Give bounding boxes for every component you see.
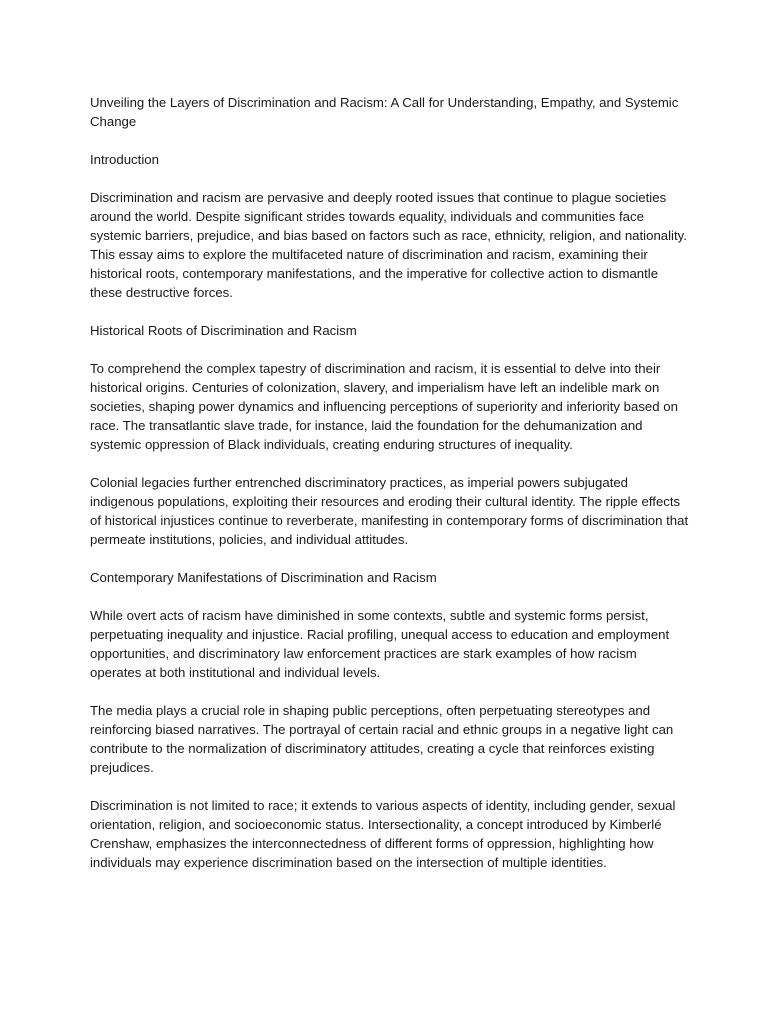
paragraph-historical-1: To comprehend the complex tapestry of discrimination and racism, it is essential to delve into their historical origins. Centuries of colonization, slavery, and imperialism have left an indelible mark on societies, shaping power dynamics and influencing perceptions of superiority and inferiority based on race. The transatlantic slave trade, for instance, laid the foundation for the dehumanization and systemic oppression of Black individuals, creating enduring structures of inequality.: [90, 361, 678, 452]
section-heading-historical-roots: Historical Roots of Discrimination and Racism: [90, 323, 357, 338]
section-heading-introduction: Introduction: [90, 152, 159, 167]
paragraph-historical-2: Colonial legacies further entrenched discriminatory practices, as imperial powers subjugated indigenous populations, exploiting their resources and eroding their cultural identity. The ripple effects of historical injustices continue to reverberate, manifesting in contemporary forms of discrimination that permeate institutions, policies, and individual attitudes.: [90, 475, 689, 547]
section-heading-contemporary: Contemporary Manifestations of Discrimination and Racism: [90, 570, 437, 585]
paragraph-contemporary-1: While overt acts of racism have diminished in some contexts, subtle and systemic forms persist, perpetuating inequality and injustice. Racial profiling, unequal access to education and employment opportunities, and discriminatory law enforcement practices are stark examples of how racism operates at both institutional and individual levels.: [90, 608, 670, 680]
paragraph-contemporary-2: The media plays a crucial role in shaping public perceptions, often perpetuating stereotypes and reinforcing biased narratives. The portrayal of certain racial and ethnic groups in a negative light can contribute to the normalization of discriminatory attitudes, creating a cycle that reinforces existing prejudices.: [90, 703, 674, 775]
paragraph-introduction: Discrimination and racism are pervasive and deeply rooted issues that continue to plague societies around the world. Despite significant strides towards equality, individuals and communities face systemic barriers, prejudice, and bias based on factors such as race, ethnicity, religion, and nationality. This essay aims to explore the multifaceted nature of discrimination and racism, examining their historical roots, contemporary manifestations, and the imperative for collective action to dismantle these destructive forces.: [90, 190, 687, 300]
document-body: [90, 93, 690, 891]
paragraph-contemporary-3: Discrimination is not limited to race; it extends to various aspects of identity, including gender, sexual orientation, religion, and socioeconomic status. Intersectionality, a concept introduced by Kimberlé Crenshaw, emphasizes the interconnectedness of different forms of oppression, highlighting how individuals may experience discrimination based on the intersection of multiple identities.: [90, 798, 676, 870]
document-title: Unveiling the Layers of Discrimination and Racism: A Call for Understanding, Empathy, and Systemic Change: [90, 95, 679, 129]
